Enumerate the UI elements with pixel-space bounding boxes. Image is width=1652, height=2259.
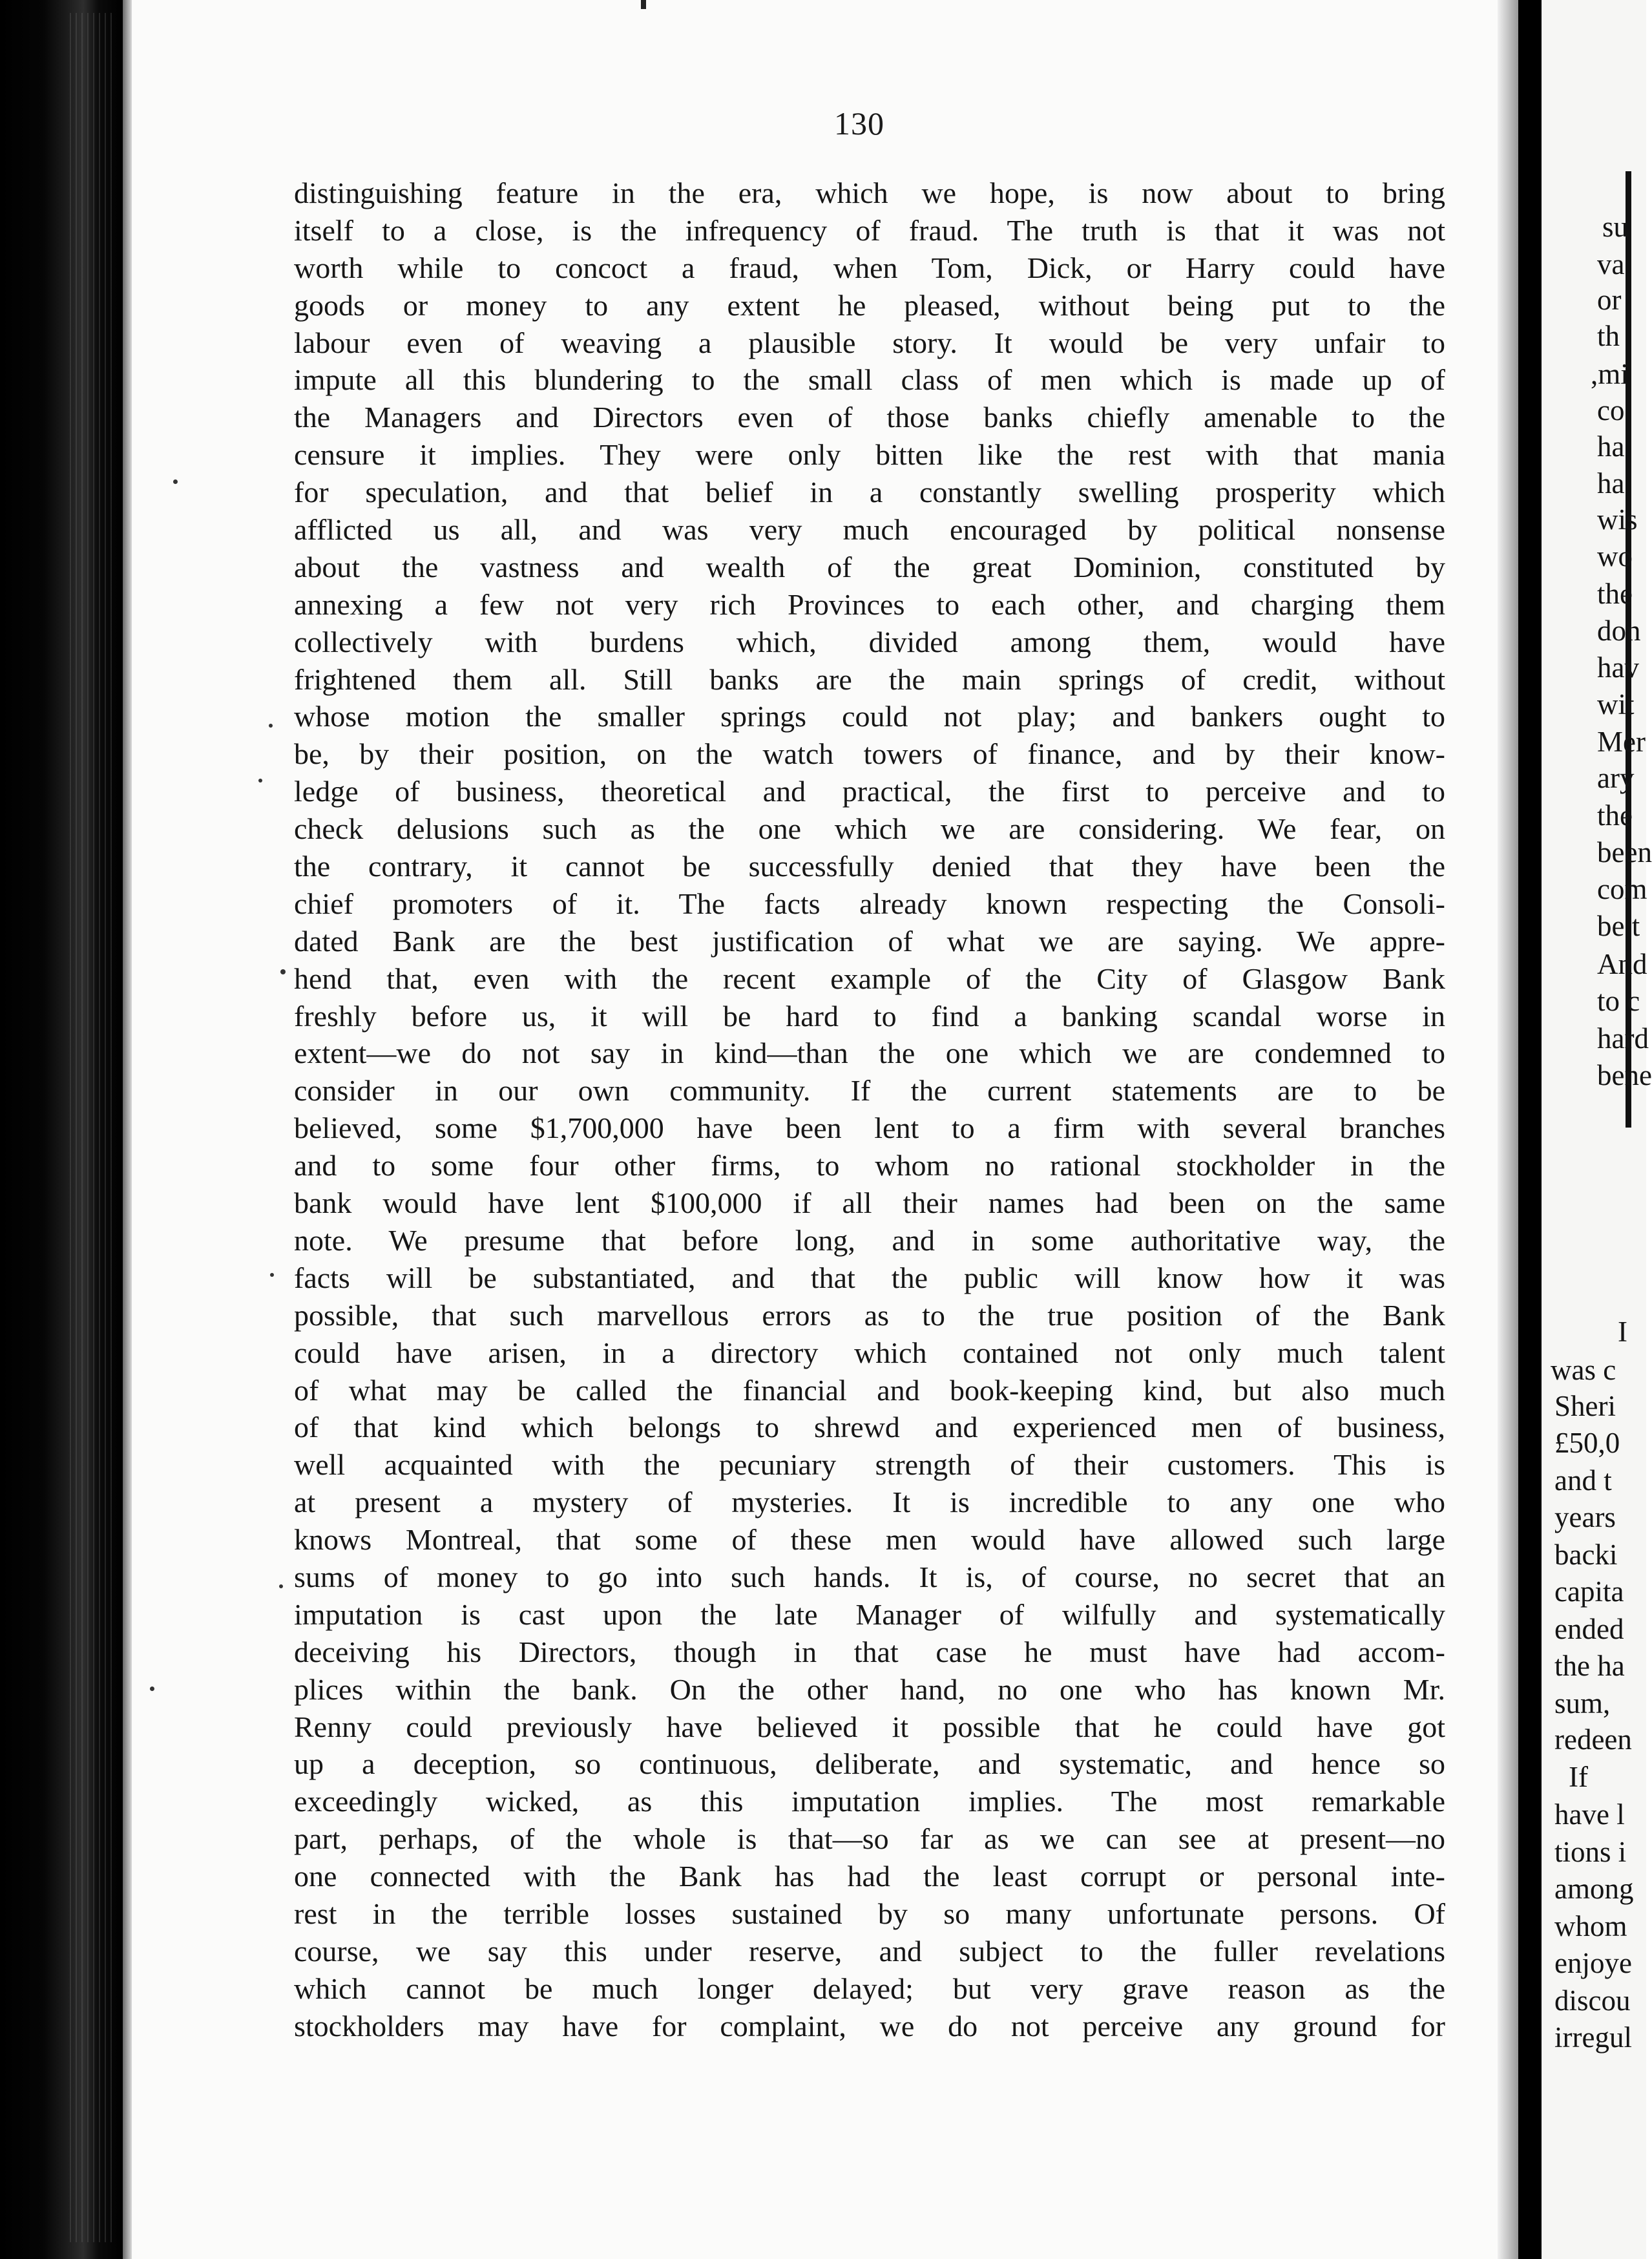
text-line: could have arisen, in a directory which contained not only much talent [294, 1336, 1445, 1369]
text-line: of that kind which belongs to shrewd and experienced men of business, [294, 1411, 1445, 1444]
text-line: consider in our own community. If the current statements are to be [294, 1074, 1445, 1108]
text-line: the contrary, it cannot be successfully denied that they have been the [294, 850, 1445, 883]
adjacent-page-text: was c [1551, 1354, 1616, 1386]
text-line: deceiving his Directors, though in that case he must have had accom- [294, 1635, 1445, 1668]
adjacent-page-text: hav [1597, 651, 1639, 684]
text-line: the Managers and Directors even of those banks chiefly amenable to the [294, 401, 1445, 434]
text-line: annexing a few not very rich Provinces to each other, and charging them [294, 587, 1445, 621]
adjacent-page-text: wis [1597, 503, 1638, 536]
body-paragraph [294, 174, 1445, 2045]
adjacent-page-text: £50,0 [1554, 1427, 1620, 1459]
text-line: one connected with the Bank has had the least corrupt or personal inte- [294, 1860, 1445, 1893]
text-line: facts will be substantiated, and that the public will know how it was [294, 1261, 1445, 1294]
adjacent-page-text: sum, [1554, 1687, 1611, 1719]
text-line: goods or money to any extent he pleased, without being put to the [294, 288, 1445, 322]
adjacent-page-text: the [1597, 578, 1633, 610]
text-line: and to some four other firms, to whom no rational stockholder in the [294, 1149, 1445, 1182]
adjacent-page-text: va [1597, 248, 1625, 280]
text-line: bank would have lent $100,000 if all their names had been on the same [294, 1186, 1445, 1220]
adjacent-page-text: Sheri [1554, 1390, 1616, 1422]
text-line: labour even of weaving a plausible story. It would be very unfair to [294, 326, 1445, 359]
text-line: which cannot be much longer delayed; but very grave reason as the [294, 1971, 1445, 2005]
margin-speck [280, 969, 286, 974]
adjacent-page-text: bene [1597, 1059, 1652, 1091]
adjacent-page-text: ha [1597, 467, 1625, 499]
page-right-shadow [1498, 0, 1518, 2259]
margin-speck [270, 1273, 274, 1277]
adjacent-page-text: redeen [1554, 1723, 1632, 1756]
adjacent-page-text: ha [1597, 430, 1625, 463]
text-line: imputation is cast upon the late Manager of wilfully and systematically [294, 1597, 1445, 1631]
adjacent-page-text: to c [1597, 985, 1640, 1017]
margin-speck [258, 779, 262, 783]
binding-texture [70, 13, 115, 2242]
margin-speck [150, 1686, 154, 1691]
adjacent-page-text: be t [1597, 910, 1640, 942]
margin-speck [173, 479, 178, 484]
adjacent-page-text: or [1597, 284, 1622, 316]
adjacent-page-text: among [1554, 1873, 1634, 1905]
adjacent-page-text: ary [1597, 762, 1635, 794]
adjacent-page-text: irregul [1554, 2021, 1632, 2054]
text-line: stockholders may have for complaint, we do not perceive any ground for [294, 2009, 1445, 2043]
text-line: well acquainted with the pecuniary strength of their customers. This is [294, 1448, 1445, 1482]
adjacent-page-text: enjoye [1554, 1947, 1632, 1979]
text-line: ledge of business, theoretical and practical, the first to perceive and to [294, 775, 1445, 808]
text-line: of what may be called the financial and book-keeping kind, but also much [294, 1373, 1445, 1407]
adjacent-page-text: ,mi [1591, 358, 1629, 390]
page-fold [1518, 0, 1542, 2259]
text-line: frightened them all. Still banks are the main springs of credit, without [294, 662, 1445, 696]
adjacent-page-text: been [1597, 836, 1652, 868]
adjacent-page-text: have l [1554, 1798, 1625, 1831]
text-line: part, perhaps, of the whole is that—so far as we can see at present—no [294, 1822, 1445, 1856]
adjacent-page-text: years [1554, 1501, 1616, 1533]
text-line: sums of money to go into such hands. It is, of course, no secret that an [294, 1560, 1445, 1593]
text-line: extent—we do not say in kind—than the one which we are condemned to [294, 1036, 1445, 1070]
adjacent-page-text: ended [1554, 1613, 1624, 1645]
text-line: itself to a close, is the infrequency of fraud. The truth is that it was not [294, 213, 1445, 247]
text-line: dated Bank are the best justification of what we are saying. We appre- [294, 924, 1445, 958]
adjacent-page-text: the [1597, 799, 1633, 832]
adjacent-page-text: capita [1554, 1575, 1624, 1608]
text-line: up a deception, so continuous, deliberate, and systematic, and hence so [294, 1747, 1445, 1781]
adjacent-page-text: Mer [1597, 726, 1646, 758]
adjacent-page-text: tions i [1554, 1836, 1627, 1868]
adjacent-page-text: co [1597, 394, 1625, 426]
adjacent-page-text: whom [1554, 1910, 1627, 1942]
text-line: note. We presume that before long, and in some authoritative way, the [294, 1223, 1445, 1257]
adjacent-page-text: discou [1554, 1984, 1631, 2017]
scan-mark [641, 0, 646, 9]
adjacent-page-text: backi [1554, 1539, 1618, 1571]
text-line: freshly before us, it will be hard to find a banking scandal worse in [294, 999, 1445, 1033]
adjacent-page-text: And [1597, 948, 1647, 980]
adjacent-page-text: su [1602, 211, 1629, 243]
text-line: whose motion the smaller springs could not play; and bankers ought to [294, 700, 1445, 733]
text-line: plices within the bank. On the other hand, no one who has known Mr. [294, 1672, 1445, 1706]
adjacent-page-text: wit [1597, 688, 1635, 720]
text-line: possible, that such marvellous errors as to the true position of the Bank [294, 1298, 1445, 1332]
text-line: chief promoters of it. The facts already known respecting the Consoli- [294, 887, 1445, 920]
text-line: impute all this blundering to the small class of men which is made up of [294, 363, 1445, 397]
adjacent-page-text: If [1569, 1761, 1588, 1793]
text-line: knows Montreal, that some of these men would have allowed such large [294, 1523, 1445, 1557]
adjacent-page-text: don [1597, 615, 1641, 647]
page-left-edge [123, 0, 132, 2259]
text-line: censure it implies. They were only bitten like the rest with that mania [294, 438, 1445, 472]
adjacent-page-text: com [1597, 873, 1647, 905]
text-line: distinguishing feature in the era, which we hope, is now about to bring [294, 176, 1445, 209]
text-line: exceedingly wicked, as this imputation implies. The most remarkable [294, 1785, 1445, 1818]
adjacent-page-text: the ha [1554, 1650, 1625, 1682]
margin-speck [279, 1584, 283, 1588]
page-number: 130 [834, 105, 884, 142]
text-line: course, we say this under reserve, and subject to the fuller revelations [294, 1934, 1445, 1968]
adjacent-page-text: wo [1597, 540, 1633, 573]
text-line: believed, some $1,700,000 have been lent to a firm with several branches [294, 1111, 1445, 1145]
text-line: worth while to concoct a fraud, when Tom, Dick, or Harry could have [294, 251, 1445, 284]
text-line: be, by their position, on the watch towers of finance, and by their know- [294, 737, 1445, 771]
adjacent-page-text: hard [1597, 1022, 1649, 1055]
adjacent-page-text: th [1597, 320, 1620, 352]
text-line: at present a mystery of mysteries. It is incredible to any one who [294, 1486, 1445, 1519]
text-line: rest in the terrible losses sustained by so many unfortunate persons. Of [294, 1897, 1445, 1930]
text-line: afflicted us all, and was very much encouraged by political nonsense [294, 513, 1445, 547]
adjacent-page-text: I [1618, 1316, 1627, 1348]
text-line: for speculation, and that belief in a constantly swelling prosperity which [294, 476, 1445, 509]
text-line: check delusions such as the one which we are considering. We fear, on [294, 812, 1445, 846]
text-line: collectively with burdens which, divided among them, would have [294, 625, 1445, 658]
text-line: about the vastness and wealth of the great Dominion, constituted by [294, 550, 1445, 583]
text-line: hend that, even with the recent example of the City of Glasgow Bank [294, 961, 1445, 995]
adjacent-page-text: and t [1554, 1464, 1612, 1497]
margin-speck [269, 724, 273, 728]
adjacent-page-strip [1542, 0, 1652, 2259]
text-line: Renny could previously have believed it possible that he could have got [294, 1710, 1445, 1743]
